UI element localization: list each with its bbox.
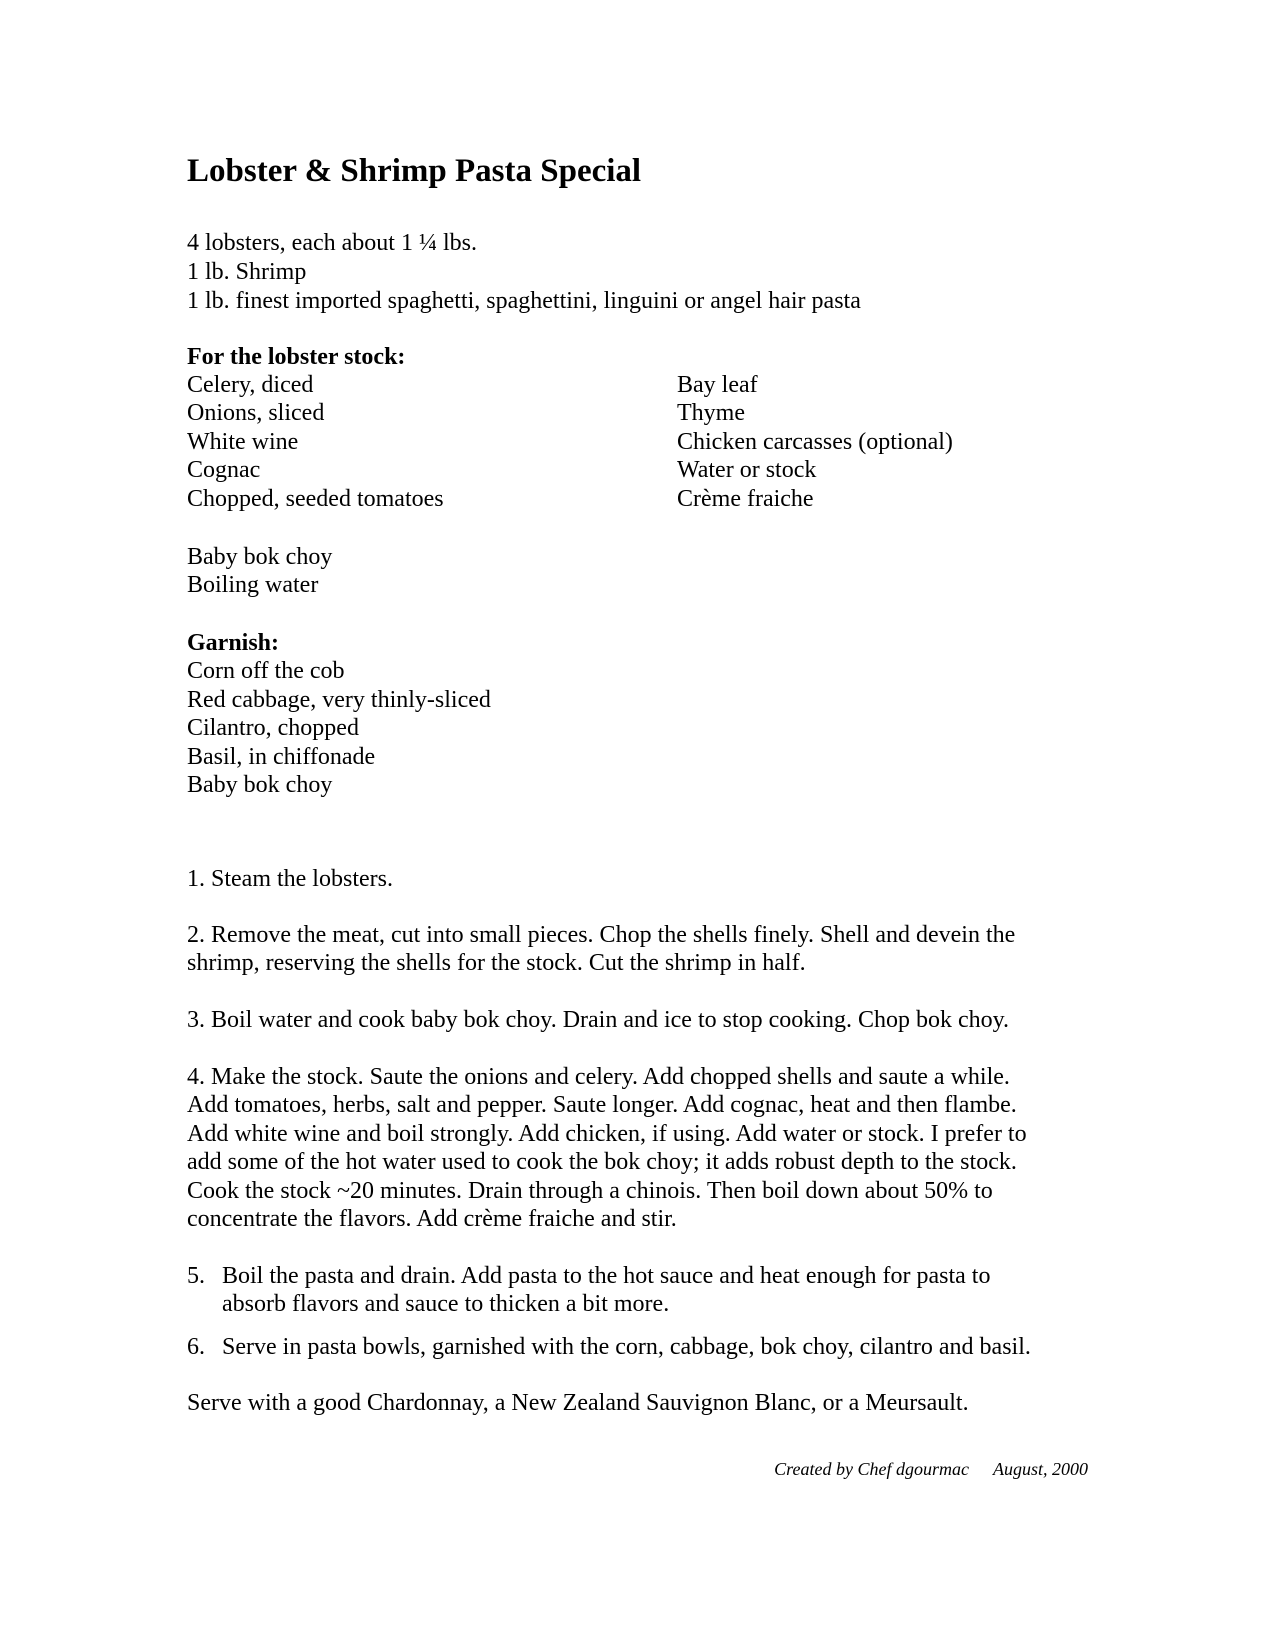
stock-item: Bay leaf — [677, 372, 758, 398]
garnish-item: Corn off the cob — [187, 658, 345, 684]
stock-item: White wine — [187, 429, 299, 455]
stock-item: Thyme — [677, 400, 745, 426]
ingredient-line: 4 lobsters, each about 1 ¼ lbs. — [187, 230, 477, 256]
ingredient-line: 1 lb. Shrimp — [187, 259, 307, 285]
garnish-heading: Garnish: — [187, 630, 280, 656]
step-6-number: 6. — [187, 1334, 205, 1360]
step-4-cont: concentrate the flavors. Add crème fraiche and stir. — [187, 1206, 677, 1232]
stock-heading: For the lobster stock: — [187, 344, 406, 370]
step-5-number: 5. — [187, 1263, 205, 1289]
step-6: Serve in pasta bowls, garnished with the corn, cabbage, bok choy, cilantro and basil. — [222, 1334, 1031, 1360]
stock-item: Water or stock — [677, 457, 817, 483]
stock-item: Onions, sliced — [187, 400, 325, 426]
footer — [774, 1458, 1088, 1480]
stock-item: Cognac — [187, 457, 261, 483]
recipe-title: Lobster & Shrimp Pasta Special — [187, 153, 642, 189]
garnish-item: Cilantro, chopped — [187, 715, 359, 741]
ingredient-line: 1 lb. finest imported spaghetti, spaghettini, linguini or angel hair pasta — [187, 288, 861, 314]
ingredient-line: Baby bok choy — [187, 544, 333, 570]
step-4: 4. Make the stock. Saute the onions and celery. Add chopped shells and saute a while. — [187, 1064, 1010, 1090]
wine-pairing: Serve with a good Chardonnay, a New Zealand Sauvignon Blanc, or a Meursault. — [187, 1390, 969, 1416]
step-1: 1. Steam the lobsters. — [187, 866, 393, 892]
step-3: 3. Boil water and cook baby bok choy. Drain and ice to stop cooking. Chop bok choy. — [187, 1007, 1010, 1033]
step-5-cont: absorb flavors and sauce to thicken a bit more. — [222, 1291, 670, 1317]
garnish-item: Basil, in chiffonade — [187, 744, 376, 770]
step-5: Boil the pasta and drain. Add pasta to the hot sauce and heat enough for pasta to — [222, 1263, 991, 1289]
stock-item: Crème fraiche — [677, 486, 814, 512]
step-4-cont: add some of the hot water used to cook the bok choy; it adds robust depth to the stock. — [187, 1149, 1017, 1175]
footer-credit: Created by Chef dgourmac — [774, 1459, 969, 1479]
step-4-cont: Add white wine and boil strongly. Add chicken, if using. Add water or stock. I prefer to — [187, 1121, 1027, 1147]
garnish-item: Red cabbage, very thinly-sliced — [187, 687, 491, 713]
ingredient-line: Boiling water — [187, 572, 319, 598]
step-2-cont: shrimp, reserving the shells for the stock. Cut the shrimp in half. — [187, 950, 806, 976]
stock-item: Celery, diced — [187, 372, 314, 398]
step-4-cont: Cook the stock ~20 minutes. Drain through a chinois. Then boil down about 50% to — [187, 1178, 993, 1204]
garnish-item: Baby bok choy — [187, 772, 333, 798]
step-4-cont: Add tomatoes, herbs, salt and pepper. Saute longer. Add cognac, heat and then flambe. — [187, 1092, 1017, 1118]
stock-item: Chopped, seeded tomatoes — [187, 486, 444, 512]
step-2: 2. Remove the meat, cut into small pieces. Chop the shells finely. Shell and devein the — [187, 922, 1016, 948]
footer-date: August, 2000 — [992, 1459, 1088, 1479]
stock-item: Chicken carcasses (optional) — [677, 429, 953, 455]
